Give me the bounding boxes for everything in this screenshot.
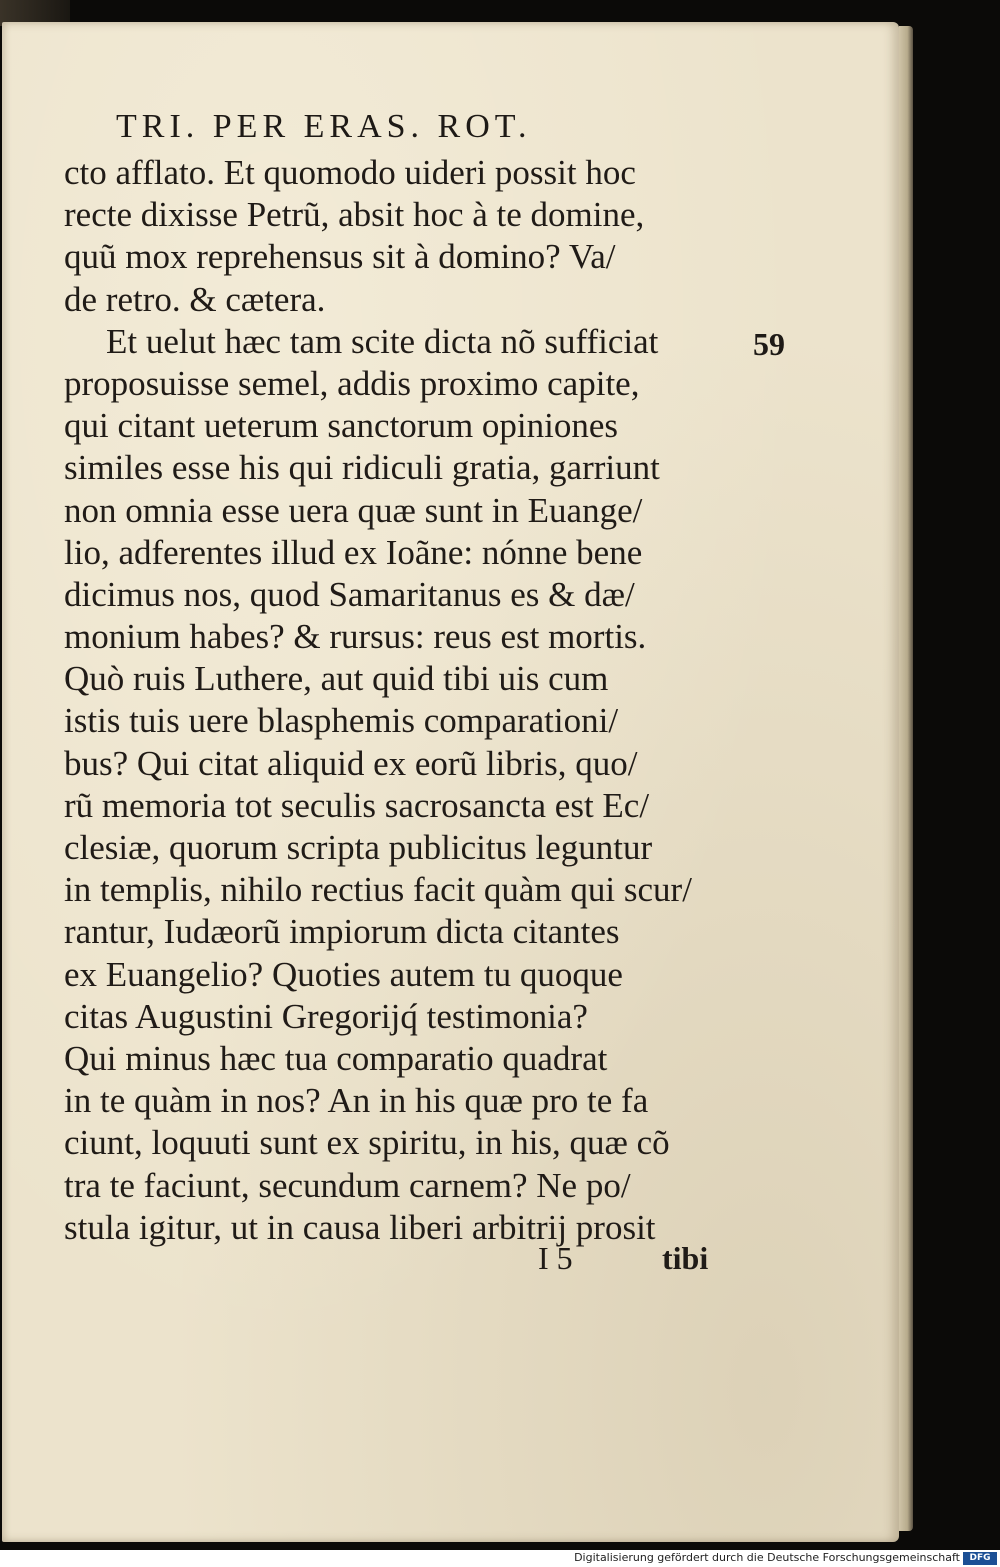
- catchword: tibi: [662, 1240, 709, 1276]
- folio-number: 59: [753, 326, 785, 362]
- text-line: in te quàm in nos? An in his quæ pro te fa: [64, 1081, 649, 1121]
- text-line: Quò ruis Luthere, aut quid tibi uis cum: [64, 659, 609, 699]
- text-line: bus? Qui citat aliquid ex eorũ libris, quo/: [64, 743, 638, 783]
- footer-credit: Digitalisierung gefördert durch die Deutsche Forschungsgemeinschaft: [574, 1551, 960, 1564]
- text-line: stula igitur, ut in causa liberi arbitrij prosit: [64, 1207, 656, 1247]
- text-line: monium habes? & rursus: reus est mortis.: [64, 617, 647, 657]
- text-line: rantur, Iudæorũ impiorum dicta citantes: [64, 912, 620, 952]
- text-line: ex Euangelio? Quoties autem tu quoque: [64, 954, 623, 994]
- text-line: de retro. & cætera.: [64, 279, 326, 319]
- signature-mark: I 5: [538, 1240, 573, 1276]
- text-line: dicimus nos, quod Samaritanus es & dæ/: [64, 574, 635, 614]
- text-line: citas Augustini Gregorijq́ testimonia?: [64, 996, 588, 1036]
- text-line: tra te faciunt, secundum carnem? Ne po/: [64, 1165, 631, 1205]
- text-line: non omnia esse uera quæ sunt in Euange/: [64, 490, 643, 530]
- text-line: Qui minus hæc tua comparatio quadrat: [64, 1038, 608, 1078]
- text-line: similes esse his qui ridiculi gratia, garriunt: [64, 448, 660, 488]
- text-line: qui citant ueterum sanctorum opiniones: [64, 406, 619, 446]
- text-line: istis tuis uere blasphemis comparationi/: [64, 701, 619, 741]
- text-line: Et uelut hæc tam scite dicta nõ sufficiat: [106, 321, 659, 361]
- text-line: cto afflato. Et quomodo uideri possit hoc: [64, 153, 636, 192]
- text-line: lio, adferentes illud ex Ioãne: nónne bene: [64, 532, 643, 572]
- text-line: quũ mox reprehensus sit à domino? Va/: [64, 237, 616, 277]
- text-line: clesiæ, quorum scripta publicitus leguntur: [64, 828, 653, 867]
- text-line: recte dixisse Petrũ, absit hoc à te domine,: [64, 195, 645, 235]
- page-edge: [899, 26, 913, 1531]
- text-line: rũ memoria tot seculis sacrosancta est Ec/: [64, 785, 650, 825]
- text-line: ciunt, loquuti sunt ex spiritu, in his, quæ cõ: [64, 1123, 670, 1163]
- running-head: TRI. PER ERAS. ROT.: [116, 108, 532, 145]
- text-line: in templis, nihilo rectius facit quàm qui scur/: [64, 870, 692, 910]
- body-text: [64, 152, 724, 1249]
- dfg-logo: DFG: [963, 1552, 997, 1565]
- text-line: proposuisse semel, addis proximo capite,: [64, 363, 640, 403]
